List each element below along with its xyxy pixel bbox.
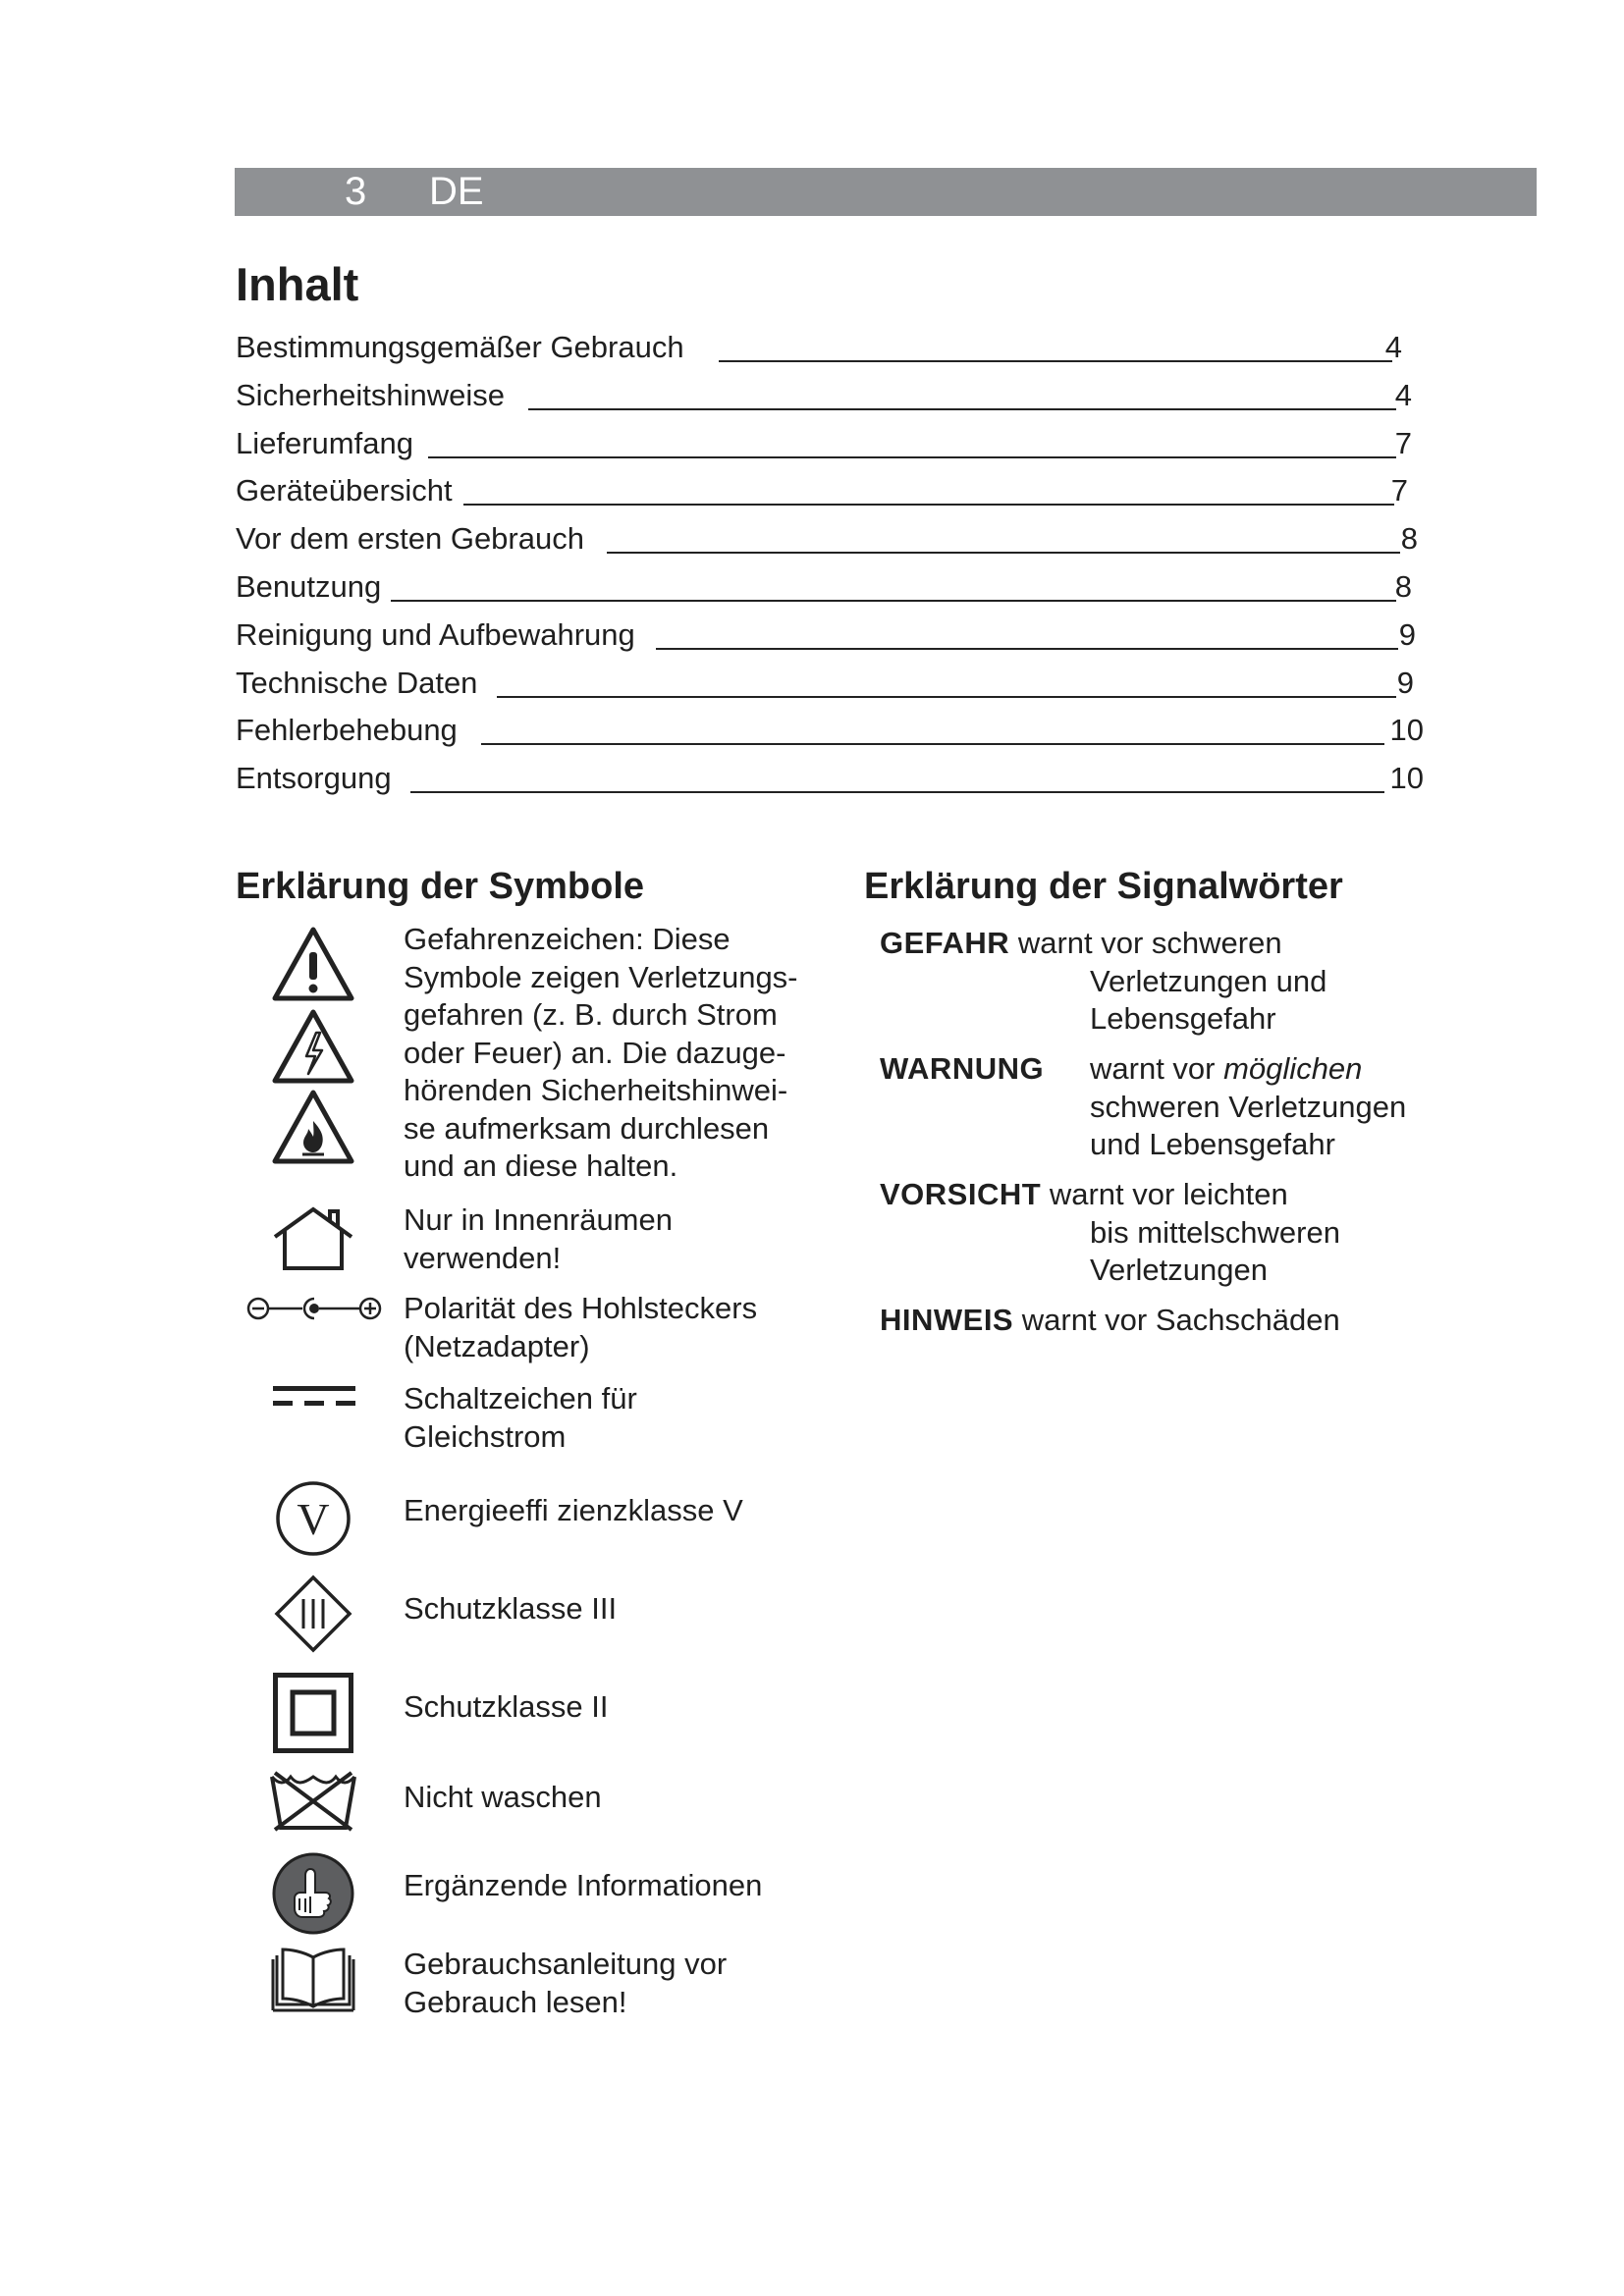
toc-label: Fehlerbehebung [236, 713, 458, 748]
signal-word: WARNUNG [880, 1051, 1045, 1086]
symbol-description-dc: Schaltzeichen für Gleichstrom [404, 1381, 637, 1454]
symbol-description-no-wash: Nicht waschen [404, 1780, 602, 1814]
symbols-heading: Erklärung der Symbole [236, 866, 645, 907]
toc-leader [528, 408, 1396, 410]
symbol-description-class-iii: Schutzklasse III [404, 1591, 618, 1626]
signal-emphasis: möglichen [1223, 1051, 1363, 1086]
page-number: 3 [345, 170, 367, 213]
fire-hazard-icon [271, 1088, 355, 1166]
signal-lead: warnt vor [1090, 1051, 1224, 1086]
toc-page: 4 [1394, 377, 1412, 412]
signal-rest: Lebensgefahr [1090, 1001, 1276, 1036]
signal-word: HINWEIS [880, 1303, 1014, 1337]
toc-entry [236, 372, 1424, 420]
toc-label: Geräteübersicht [236, 473, 453, 508]
direct-current-icon [273, 1386, 355, 1408]
contents-title: Inhalt [236, 258, 359, 310]
toc-entry [236, 467, 1424, 515]
toc-page: 9 [1396, 665, 1414, 700]
toc-page: 7 [1390, 473, 1408, 508]
toc-entry [236, 755, 1424, 803]
signal-rest: bis mittelschweren [1090, 1214, 1340, 1250]
protection-class-iii-icon [274, 1575, 352, 1653]
symbol-description-hazard [404, 921, 816, 1186]
signal-lead: warnt vor leichten [1049, 1177, 1288, 1211]
toc-page: 7 [1394, 425, 1412, 460]
toc-label: Bestimmungsgemäßer Gebrauch [236, 330, 684, 364]
signal-word: GEFAHR [880, 926, 1010, 960]
symbol-description-polarity: Polarität des Hohlsteckers (Netzadapter) [404, 1291, 758, 1363]
toc-page: 8 [1394, 568, 1412, 604]
signal-rest: schweren Verletzungen [1090, 1089, 1407, 1124]
toc-leader [719, 360, 1392, 362]
toc-page: 10 [1389, 761, 1424, 796]
house-icon [271, 1203, 355, 1272]
svg-text:V: V [297, 1494, 330, 1544]
signal-word: VORSICHT [880, 1177, 1042, 1211]
language-code: DE [429, 170, 484, 213]
toc-entry [236, 324, 1424, 372]
signal-rest: Verletzungen und [1090, 963, 1327, 998]
toc-leader [463, 504, 1394, 506]
table-of-contents [236, 324, 1424, 803]
electric-hazard-icon [271, 1007, 355, 1086]
polarity-icon [245, 1294, 383, 1323]
toc-page: 4 [1384, 330, 1402, 364]
energy-class-v-icon [275, 1480, 352, 1557]
signal-words-heading: Erklärung der Signalwörter [864, 866, 1343, 907]
toc-leader [656, 648, 1398, 650]
hazard-text: Gefahrenzeichen: Diese Symbole zeigen Verletzungs-gefahren (z. B. durch Strom oder Feuer) an. Die dazuge-hörenden Sicherheitshinwei-se aufmerksam durchlesen und an diese halten. [404, 922, 798, 1183]
toc-page: 8 [1400, 521, 1418, 557]
manual-book-icon [269, 1946, 357, 2014]
toc-leader [481, 743, 1384, 745]
signal-rest: Verletzungen [1090, 1253, 1268, 1287]
toc-label: Entsorgung [236, 761, 392, 796]
protection-class-ii-icon [273, 1673, 353, 1753]
toc-leader [497, 696, 1396, 698]
toc-page: 9 [1398, 616, 1416, 652]
toc-entry [236, 660, 1424, 708]
symbol-description-class-ii: Schutzklasse II [404, 1689, 609, 1724]
toc-page: 10 [1389, 713, 1424, 748]
toc-label: Sicherheitshinweise [236, 377, 505, 412]
symbol-description-indoor: Nur in Innenräumen verwenden! [404, 1202, 673, 1275]
signal-word-hinweis [880, 1302, 1430, 1340]
warning-triangle-icon [271, 925, 355, 1003]
toc-leader [428, 456, 1396, 458]
toc-label: Vor dem ersten Gebrauch [236, 521, 584, 557]
toc-leader [410, 791, 1384, 793]
symbol-description-info: Ergänzende Informationen [404, 1868, 763, 1902]
toc-entry [236, 515, 1424, 563]
symbol-description-energy-class: Energieeffi zienzklasse V [404, 1493, 743, 1527]
toc-leader [391, 600, 1396, 602]
info-hand-icon [271, 1851, 355, 1936]
page-header-bar [235, 168, 1537, 216]
toc-label: Benutzung [236, 568, 382, 604]
toc-label: Technische Daten [236, 665, 478, 700]
signal-lead: warnt vor schweren [1017, 926, 1282, 960]
toc-leader [607, 552, 1400, 554]
do-not-wash-icon [269, 1771, 357, 1832]
toc-entry [236, 563, 1424, 612]
signal-word-gefahr [880, 925, 1430, 1039]
signal-rest: und Lebensgefahr [1090, 1127, 1335, 1161]
signal-lead: warnt vor Sachschäden [1021, 1303, 1340, 1337]
toc-entry [236, 707, 1424, 755]
toc-label: Reinigung und Aufbewahrung [236, 616, 635, 652]
toc-entry [236, 420, 1424, 468]
symbol-description-manual: Gebrauchsanleitung vor Gebrauch lesen! [404, 1947, 728, 2019]
toc-label: Lieferumfang [236, 425, 413, 460]
signal-word-vorsicht [880, 1176, 1430, 1290]
signal-word-warnung [880, 1050, 1430, 1164]
toc-entry [236, 612, 1424, 660]
